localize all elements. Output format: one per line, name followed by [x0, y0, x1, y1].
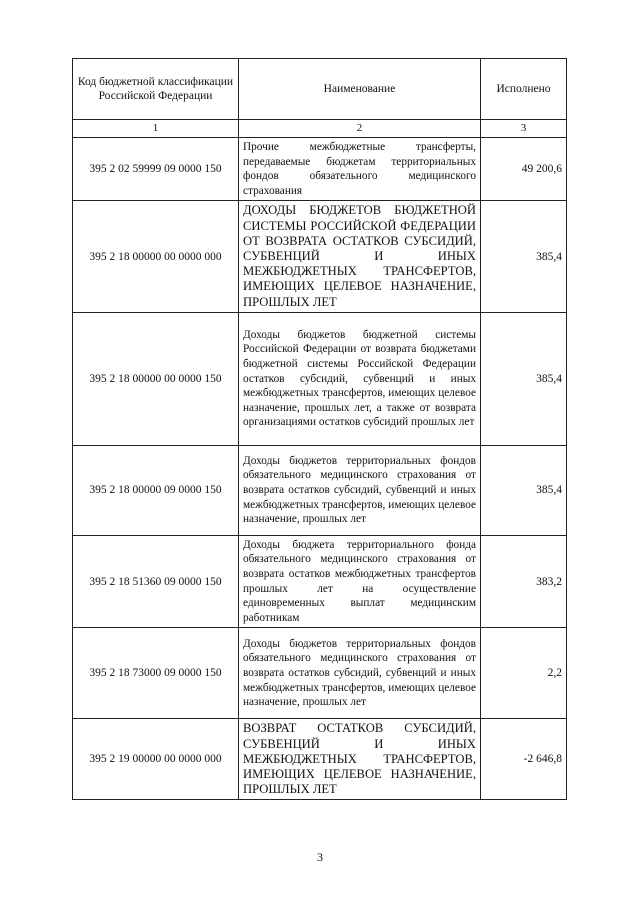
name-cell: ВОЗВРАТ ОСТАТКОВ СУБСИДИЙ, СУБВЕНЦИЙ И ИНЫХ МЕЖБЮДЖЕТНЫХ ТРАНСФЕРТОВ, ИМЕЮЩИХ ЦЕЛЕВОЕ НАЗНАЧЕНИЕ, ПРОШЛЫХ ЛЕТ [239, 719, 481, 800]
table-header-row [73, 59, 567, 120]
column-number-row [73, 120, 567, 138]
header-executed: Исполнено [481, 59, 567, 120]
table-row [73, 628, 567, 719]
header-budget-code: Код бюджетной классификации Российской Федерации [73, 59, 239, 120]
executed-value-cell: -2 646,8 [481, 719, 567, 800]
budget-code-cell: 395 2 18 00000 00 0000 000 [73, 201, 239, 312]
column-number-3: 3 [481, 120, 567, 138]
executed-value-cell: 385,4 [481, 312, 567, 445]
budget-document-page [72, 58, 566, 800]
name-cell: Доходы бюджета территориального фонда обязательного медицинского страхования от возврата остатков межбюджетных трансфертов прошлых лет на осуществление единовременных выплат медицинским работникам [239, 535, 481, 628]
name-cell: Доходы бюджетов территориальных фондов обязательного медицинского страхования от возврата остатков субсидий, субвенций и иных межбюджетных трансфертов, имеющих целевое назначение, прошлых лет [239, 445, 481, 535]
budget-code-cell: 395 2 19 00000 00 0000 000 [73, 719, 239, 800]
table-row [73, 445, 567, 535]
table-row [73, 138, 567, 201]
executed-value-cell: 2,2 [481, 628, 567, 719]
name-cell: Прочие межбюджетные трансферты, передаваемые бюджетам территориальных фондов обязательного медицинского страхования [239, 138, 481, 201]
executed-value-cell: 49 200,6 [481, 138, 567, 201]
table-row [73, 535, 567, 628]
budget-code-cell: 395 2 18 00000 09 0000 150 [73, 445, 239, 535]
table-row [73, 312, 567, 445]
executed-value-cell: 385,4 [481, 201, 567, 312]
table-row [73, 201, 567, 312]
budget-code-cell: 395 2 18 73000 09 0000 150 [73, 628, 239, 719]
column-number-1: 1 [73, 120, 239, 138]
column-number-2: 2 [239, 120, 481, 138]
executed-value-cell: 383,2 [481, 535, 567, 628]
budget-execution-table [72, 58, 567, 800]
table-row [73, 719, 567, 800]
page-number: 3 [317, 850, 323, 864]
name-cell: Доходы бюджетов территориальных фондов обязательного медицинского страхования от возврата остатков субсидий, субвенций и иных межбюджетных трансфертов, имеющих целевое назначение, прошлых лет [239, 628, 481, 719]
budget-code-cell: 395 2 02 59999 09 0000 150 [73, 138, 239, 201]
budget-code-cell: 395 2 18 51360 09 0000 150 [73, 535, 239, 628]
name-cell: Доходы бюджетов бюджетной системы Российской Федерации от возврата бюджетами бюджетной системы Российской Федерации остатков субсидий, субвенций и иных межбюджетных трансфертов, имеющих целевое назначение, прошлых лет, а также от возврата организациями остатков субсидий прошлых лет [239, 312, 481, 445]
name-cell: ДОХОДЫ БЮДЖЕТОВ БЮДЖЕТНОЙ СИСТЕМЫ РОССИЙСКОЙ ФЕДЕРАЦИИ ОТ ВОЗВРАТА ОСТАТКОВ СУБСИДИЙ, СУБВЕНЦИЙ И ИНЫХ МЕЖБЮДЖЕТНЫХ ТРАНСФЕРТОВ, ИМЕЮЩИХ ЦЕЛЕВОЕ НАЗНАЧЕНИЕ, ПРОШЛЫХ ЛЕТ [239, 201, 481, 312]
executed-value-cell: 385,4 [481, 445, 567, 535]
header-name: Наименование [239, 59, 481, 120]
budget-code-cell: 395 2 18 00000 00 0000 150 [73, 312, 239, 445]
